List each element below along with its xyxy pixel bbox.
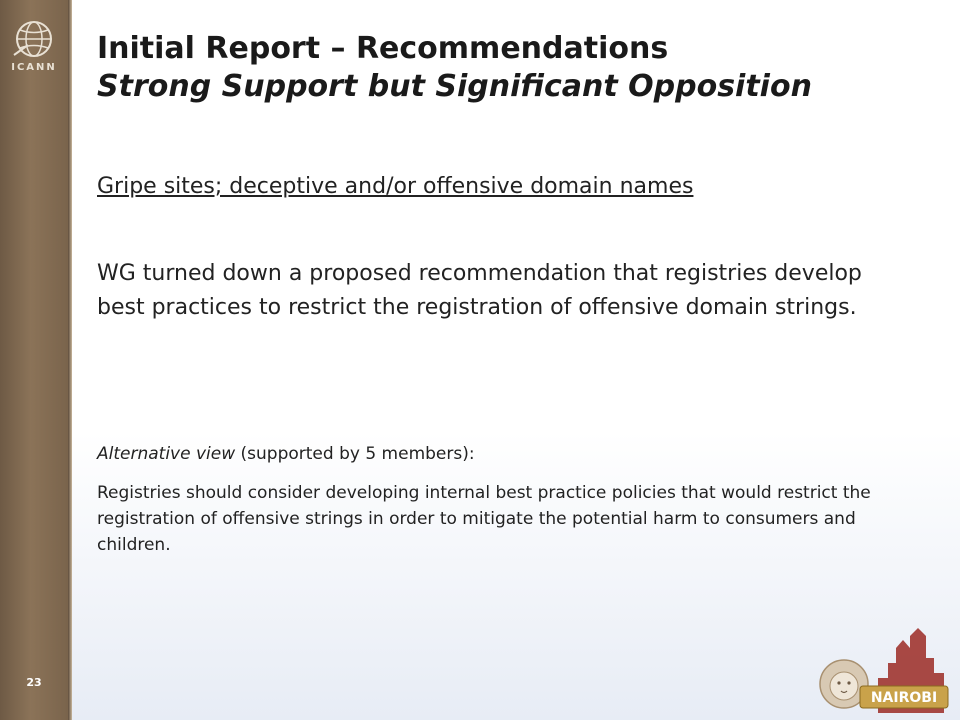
- alternative-view-text: Registries should consider developing internal best practice policies that would restrict the registration of offensive strings in order to mitigate the potential harm to consumers and children.: [97, 483, 871, 555]
- alternative-view-title: Alternative view: [97, 444, 236, 464]
- nairobi-logo: [808, 618, 956, 718]
- sidebar: [0, 0, 68, 720]
- title-main: Initial Report – Recommendations: [97, 31, 669, 66]
- section-heading: Gripe sites; deceptive and/or offensive domain names: [97, 174, 694, 199]
- main-paragraph: WG turned down a proposed recommendation that registries develop best practices to restrict the registration of offensive domain strings.: [97, 261, 862, 320]
- icann-logo-text: ICANN: [11, 62, 57, 73]
- slide-number: 23: [26, 676, 42, 689]
- alternative-view-note: (supported by 5 members):: [235, 444, 475, 464]
- nairobi-logo-text: NAIROBI: [870, 690, 938, 706]
- alternative-view-label: [97, 444, 897, 464]
- slide-title: [97, 30, 937, 106]
- title-subtitle: Strong Support but Significant Opposition: [97, 69, 812, 104]
- slide-background: [72, 0, 960, 720]
